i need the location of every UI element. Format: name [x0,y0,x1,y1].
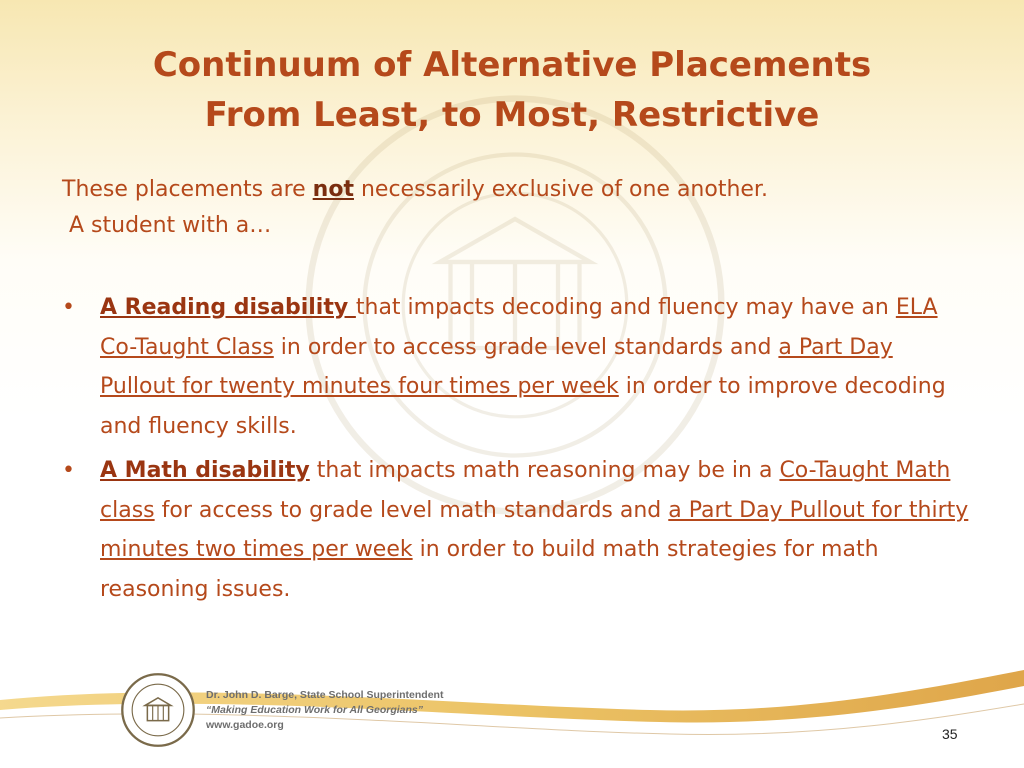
bullet-text: that impacts math reasoning may be in a [309,458,780,483]
bullet-text: in order to build math strategies for math reasoning issues. [100,537,879,602]
bullet-text: in order to improve decoding and fluency skills. [100,374,946,439]
bullet-text: that impacts decoding and fluency may have an [355,295,896,320]
intro-line-1 [62,172,962,208]
bullet-lead: A Reading disability [100,295,356,320]
slide-title-line-2: From Least, to Most, Restrictive [204,95,820,135]
bullet-underlined-text: a Part Day Pullout for twenty minutes four times per week [100,334,893,399]
footer-superintendent: Dr. John D. Barge, State School Superintendent [206,689,444,701]
bullet-math-disability [62,451,972,609]
bullet-dot-icon: • [62,458,75,483]
footer-website: www.gadoe.org [206,719,284,731]
slide-title-line-1: Continuum of Alternative Placements [152,45,872,85]
intro-part-2: necessarily exclusive of one another. [353,177,768,202]
footer-tagline: “Making Education Work for All Georgians” [206,704,424,716]
bullet-list [62,288,972,614]
intro-line-2: A student with a… [62,213,272,238]
bullet-text: in order to access grade level standards and [273,334,779,360]
footer-department-seal-icon [120,672,196,748]
bullet-underlined-text: Co-Taught Math class [100,458,951,523]
bullet-text: for access to grade level math standards and [154,497,669,523]
bullet-reading-disability [62,288,972,446]
bullet-lead: A Math disability [100,458,310,483]
intro-part-1: These placements are [62,177,313,202]
intro-emphasis: not [312,177,354,202]
intro-text [62,172,962,244]
bullet-underlined-text: ELA Co-Taught Class [100,295,938,360]
page-number: 35 [942,726,958,742]
slide-title [0,40,1024,140]
bullet-dot-icon: • [62,295,75,320]
footer-text [206,688,443,733]
bullet-underlined-text: a Part Day Pullout for thirty minutes two times per week [100,497,969,562]
